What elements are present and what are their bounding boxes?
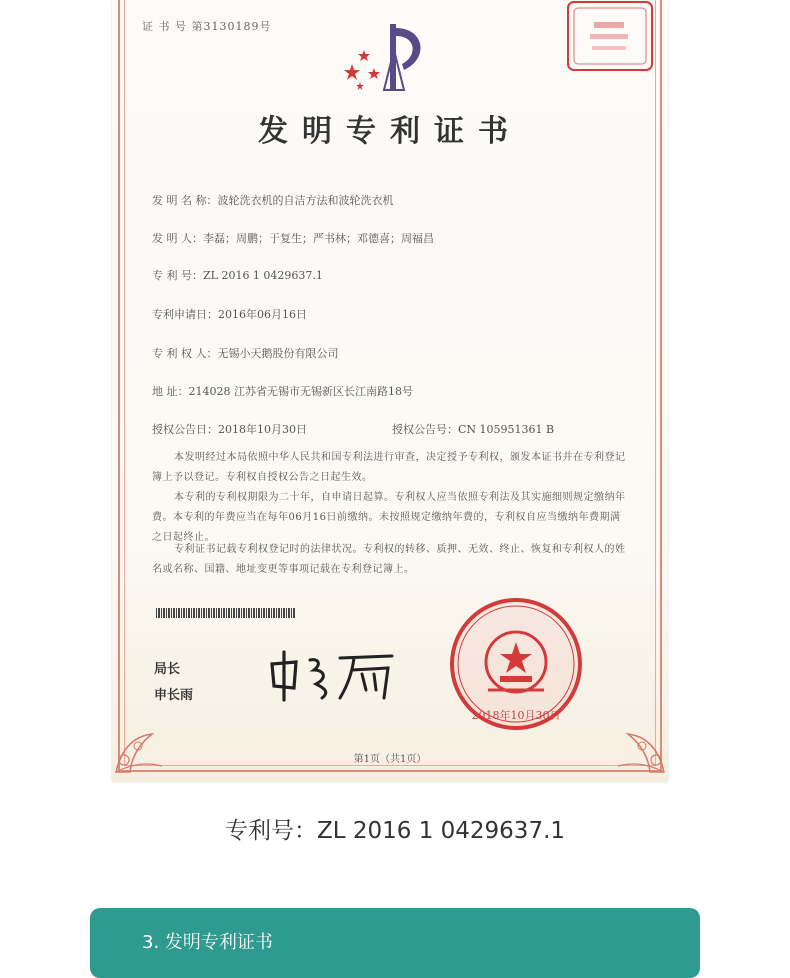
signer-name: 申长雨 — [154, 688, 194, 703]
patent-number-field — [152, 267, 323, 283]
certificate-paragraph-2: 本专利的专利权期限为二十年，自申请日起算。专利权人应当依照专利法及其实施细则规定缴纳年费。本专利的年费应当在每年06月16日前缴纳。未按照规定缴纳年费的，专利权自应当缴纳年费期满之日起终止。 — [152, 492, 626, 543]
section-header — [90, 908, 700, 978]
corner-ornament-left-icon — [112, 706, 182, 776]
signature-icon — [262, 644, 402, 704]
patentee-value: 无锡小天鹅股份有限公司 — [217, 347, 339, 360]
field-label: 授权公告日： — [152, 423, 218, 436]
patent-number-value: ZL 2016 1 0429637.1 — [203, 269, 323, 282]
patent-office-emblem-icon — [344, 20, 440, 92]
invention-name-field — [152, 192, 394, 208]
filing-date-value: 2016年06月16日 — [218, 308, 307, 321]
patent-number-caption: 专利号：ZL 2016 1 0429637.1 — [224, 818, 566, 844]
field-label: 授权公告号： — [392, 423, 458, 436]
certificate-number: 证 书 号 第3130189号 — [142, 20, 272, 33]
grant-number-value: CN 105951361 B — [458, 423, 555, 436]
seal-date: 2018年10月30日 — [471, 709, 561, 722]
page-number: 第1页（共1页） — [353, 754, 427, 765]
patent-certificate — [112, 0, 668, 782]
inventor-value: 李磊；周鹏；于复生；严书林；邓德喜；周福昌 — [203, 232, 434, 245]
field-label: 发 明 名 称： — [152, 194, 218, 207]
grant-date-value: 2018年10月30日 — [218, 423, 307, 436]
field-label: 地 址： — [152, 385, 189, 398]
field-label: 专利申请日： — [152, 308, 218, 321]
inventor-field — [152, 230, 434, 246]
filing-date-field — [152, 306, 307, 322]
address-value: 214028 江苏省无锡市无锡新区长江南路18号 — [188, 385, 413, 398]
corner-ornament-right-icon — [598, 706, 668, 776]
agency-stamp-icon — [564, 0, 656, 74]
patentee-field — [152, 345, 339, 361]
grant-number-field — [392, 421, 554, 437]
certificate-title: 发明专利证书 — [258, 114, 522, 149]
certificate-paragraph-3: 专利证书记载专利权登记时的法律状况。专利权的转移、质押、无效、终止、恢复和专利权人的姓名或名称、国籍、地址变更等事项记载在专利登记簿上。 — [152, 544, 626, 575]
field-label: 专 利 号： — [152, 269, 203, 282]
address-field — [152, 383, 413, 399]
field-label: 专 利 权 人： — [152, 347, 218, 360]
invention-name-value: 波轮洗衣机的自洁方法和波轮洗衣机 — [217, 194, 394, 207]
section-label: 3. 发明专利证书 — [142, 932, 273, 953]
field-label: 发 明 人： — [152, 232, 203, 245]
signer-title: 局长 — [154, 662, 181, 677]
certificate-paragraph-1: 本发明经过本局依照中华人民共和国专利法进行审查，决定授予专利权，颁发本证书并在专利登记簿上予以登记。专利权自授权公告之日起生效。 — [152, 452, 626, 483]
grant-date-field — [152, 421, 307, 437]
barcode — [156, 608, 296, 618]
